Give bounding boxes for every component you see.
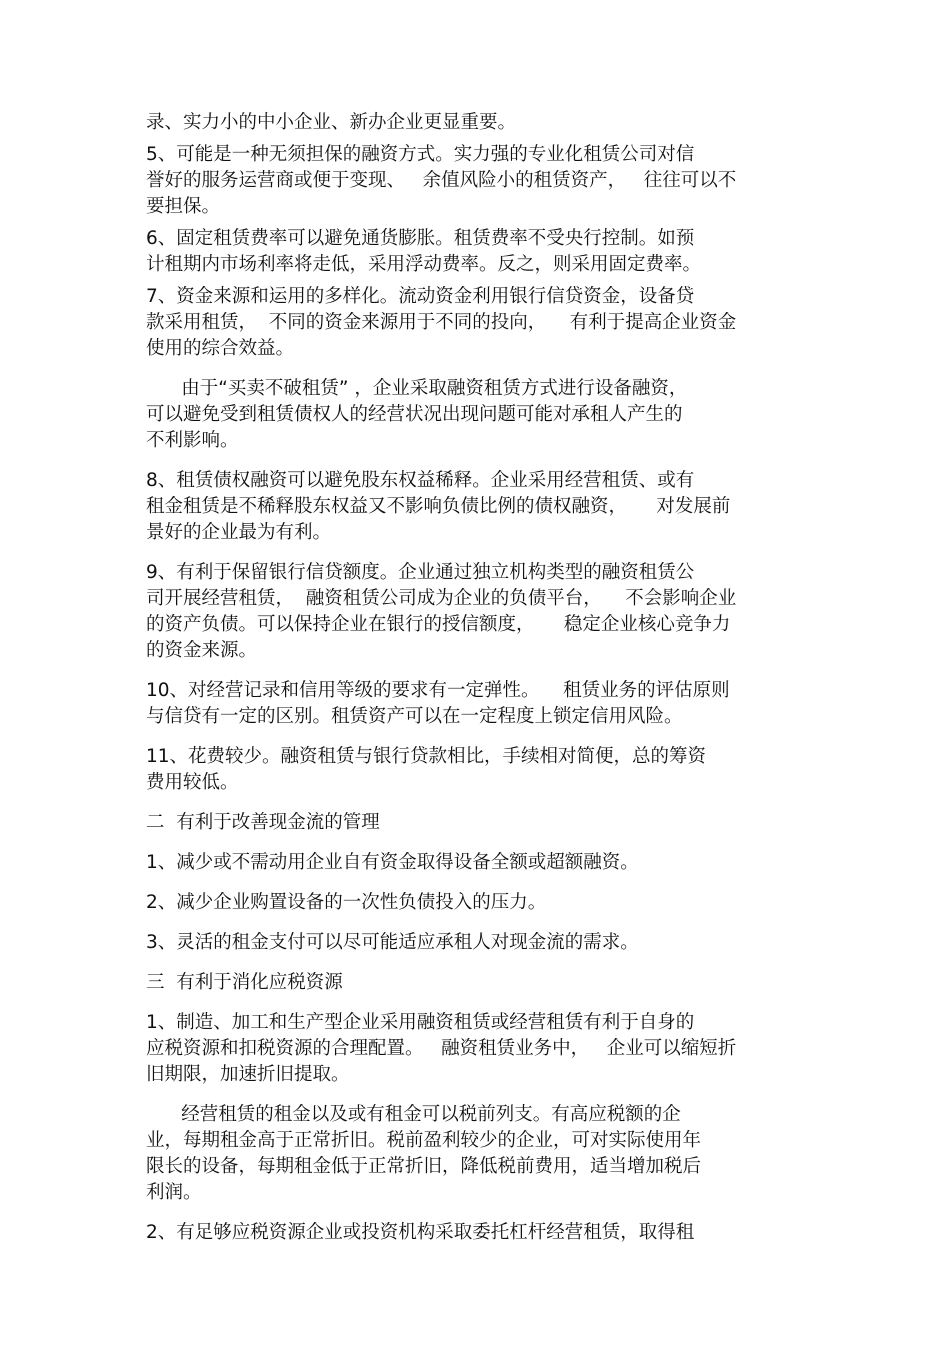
paragraph: [146, 744, 806, 796]
text-line: 由于“买卖不破租赁” ，企业采取融资租赁方式进行设备融资，: [146, 378, 688, 399]
text-line: 誉好的服务运营商或便于变现、 余值风险小的租赁资产， 往往可以不: [146, 170, 737, 191]
paragraph: [146, 678, 806, 730]
paragraph: [146, 1010, 806, 1088]
text-line: 应税资源和扣税资源的合理配置。 融资租赁业务中， 企业可以缩短折: [146, 1038, 737, 1059]
text-line: 录、实力小的中小企业、新办企业更显重要。: [146, 112, 517, 133]
text-line: 1、减少或不需动用企业自有资金取得设备全额或超额融资。: [146, 852, 639, 873]
text-line: 2、减少企业购置设备的一次性负债投入的压力。: [146, 892, 547, 913]
text-line: 计租期内市场利率将走低，采用浮动费率。反之，则采用固定费率。: [146, 254, 702, 275]
paragraph: [146, 1220, 806, 1246]
list-item: [146, 930, 806, 956]
text-line: 的资产负债。可以保持企业在银行的授信额度， 稳定企业核心竞争力: [146, 614, 731, 635]
text-line: 限长的设备，每期租金低于正常折旧，降低税前费用，适当增加税后: [146, 1156, 702, 1177]
text-line: 可以避免受到租赁债权人的经营状况出现问题可能对承租人产生的: [146, 404, 683, 425]
text-line: 二 有利于改善现金流的管理: [146, 812, 380, 833]
text-line: 7、资金来源和运用的多样化。流动资金利用银行信贷资金，设备贷: [146, 286, 695, 307]
list-item: [146, 890, 806, 916]
text-line: 业，每期租金高于正常折旧。税前盈利较少的企业，可对实际使用年: [146, 1130, 702, 1151]
text-line: 8、租赁债权融资可以避免股东权益稀释。企业采用经营租赁、或有: [146, 470, 695, 491]
paragraph: [146, 1102, 806, 1206]
text-line: 与信贷有一定的区别。租赁资产可以在一定程度上锁定信用风险。: [146, 706, 683, 727]
text-line: 旧期限，加速折旧提取。: [146, 1064, 350, 1085]
text-line: 2、有足够应税资源企业或投资机构采取委托杠杆经营租赁，取得租: [146, 1222, 695, 1243]
text-line: 费用较低。: [146, 772, 239, 793]
text-line: 的资金来源。: [146, 640, 258, 661]
text-line: 9、有利于保留银行信贷额度。企业通过独立机构类型的融资租赁公: [146, 562, 695, 583]
paragraph: [146, 468, 806, 546]
paragraph: [146, 110, 806, 136]
text-line: 1、制造、加工和生产型企业采用融资租赁或经营租赁有利于自身的: [146, 1012, 695, 1033]
paragraph: [146, 376, 806, 454]
document-body: [146, 110, 806, 1252]
text-line: 司开展经营租赁， 融资租赁公司成为企业的负债平台， 不会影响企业: [146, 588, 737, 609]
paragraph: [146, 284, 806, 362]
text-line: 不利影响。: [146, 430, 239, 451]
paragraph: [146, 226, 806, 278]
text-line: 5、可能是一种无须担保的融资方式。实力强的专业化租赁公司对信: [146, 144, 695, 165]
list-item: [146, 850, 806, 876]
text-line: 要担保。: [146, 196, 221, 217]
text-line: 利润。: [146, 1182, 202, 1203]
text-line: 景好的企业最为有利。: [146, 522, 332, 543]
section-heading: [146, 810, 806, 836]
paragraph: [146, 560, 806, 664]
text-line: 租金租赁是不稀释股东权益又不影响负债比例的债权融资， 对发展前: [146, 496, 731, 517]
text-line: 款采用租赁， 不同的资金来源用于不同的投向， 有利于提高企业资金: [146, 312, 737, 333]
text-line: 11、花费较少。融资租赁与银行贷款相比，手续相对简便，总的筹资: [146, 746, 707, 767]
text-line: 3、灵活的租金支付可以尽可能适应承租人对现金流的需求。: [146, 932, 639, 953]
section-heading: [146, 970, 806, 996]
text-line: 6、固定租赁费率可以避免通货膨胀。租赁费率不受央行控制。如预: [146, 228, 695, 249]
text-line: 10、对经营记录和信用等级的要求有一定弹性。 租赁业务的评估原则: [146, 680, 730, 701]
text-line: 经营租赁的租金以及或有租金可以税前列支。有高应税额的企: [146, 1104, 681, 1125]
paragraph: [146, 142, 806, 220]
text-line: 使用的综合效益。: [146, 338, 295, 359]
text-line: 三 有利于消化应税资源: [146, 972, 343, 993]
